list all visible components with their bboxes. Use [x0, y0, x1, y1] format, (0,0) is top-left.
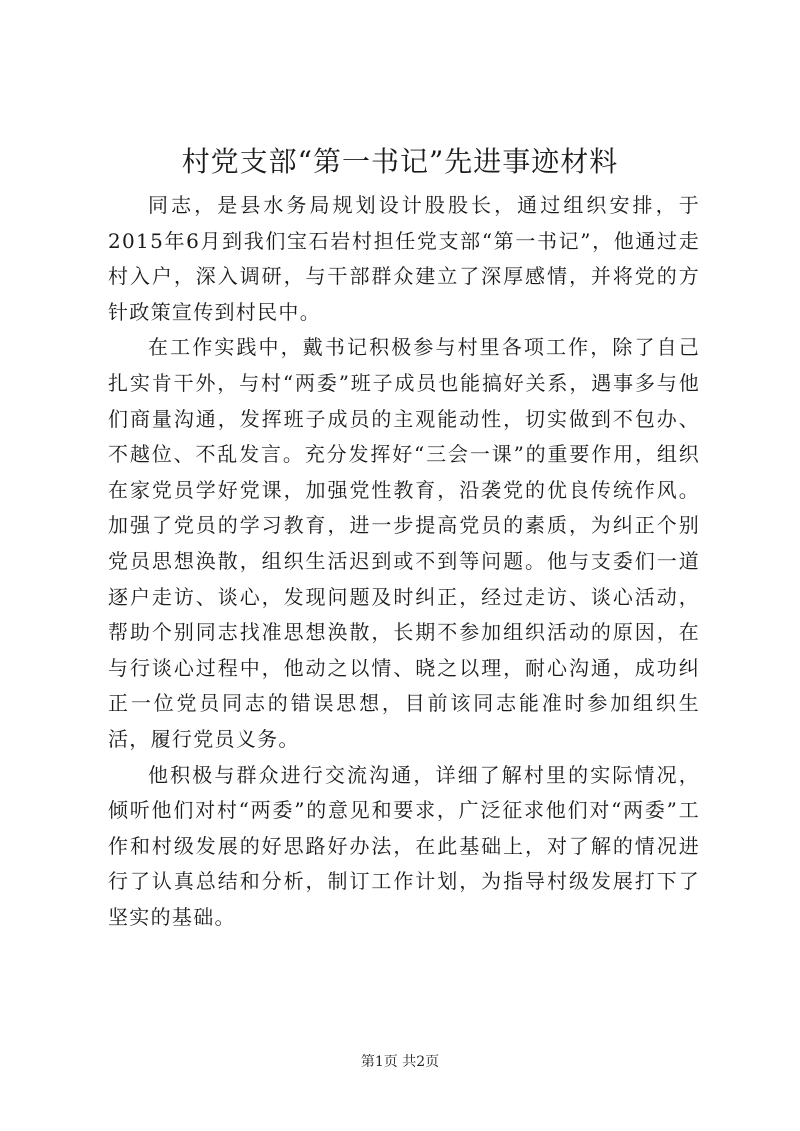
- document-body: [108, 188, 700, 935]
- page-footer: 第1页 共2页: [360, 1054, 440, 1070]
- paragraph-3: 他积极与群众进行交流沟通，详细了解村里的实际情况，倾听他们对村“两委”的意见和要求，广泛征求他们对“两委”工作和村级发展的好思路好办法，在此基础上，对了解的情况进行了认真总结和分析，制订工作计划，为指导村级发展打下了坚实的基础。: [108, 762, 700, 929]
- document-title: 村党支部“第一书记”先进事迹材料: [181, 145, 619, 178]
- paragraph-1: 同志，是县水务局规划设计股股长，通过组织安排，于2015年6月到我们宝石岩村担任党支部“第一书记”，他通过走村入户，深入调研，与干部群众建立了深厚感情，并将党的方针政策宣传到村民中。: [108, 193, 700, 324]
- paragraph-2: 在工作实践中，戴书记积极参与村里各项工作，除了自己扎实肯干外，与村“两委”班子成员也能搞好关系，遇事多与他们商量沟通，发挥班子成员的主观能动性，切实做到不包办、不越位、不乱发言。充分发挥好“三会一课”的重要作用，组织在家党员学好党课，加强党性教育，沿袭党的优良传统作风。加强了党员的学习教育，进一步提高党员的素质，为纠正个别党员思想涣散，组织生活迟到或不到等问题。他与支委们一道逐户走访、谈心，发现问题及时纠正，经过走访、谈心活动，帮助个别同志找准思想涣散，长期不参加组织活动的原因，在与行谈心过程中，他动之以情、晓之以理，耐心沟通，成功纠正一位党员同志的错误思想，目前该同志能准时参加组织生活，履行党员义务。: [108, 335, 700, 751]
